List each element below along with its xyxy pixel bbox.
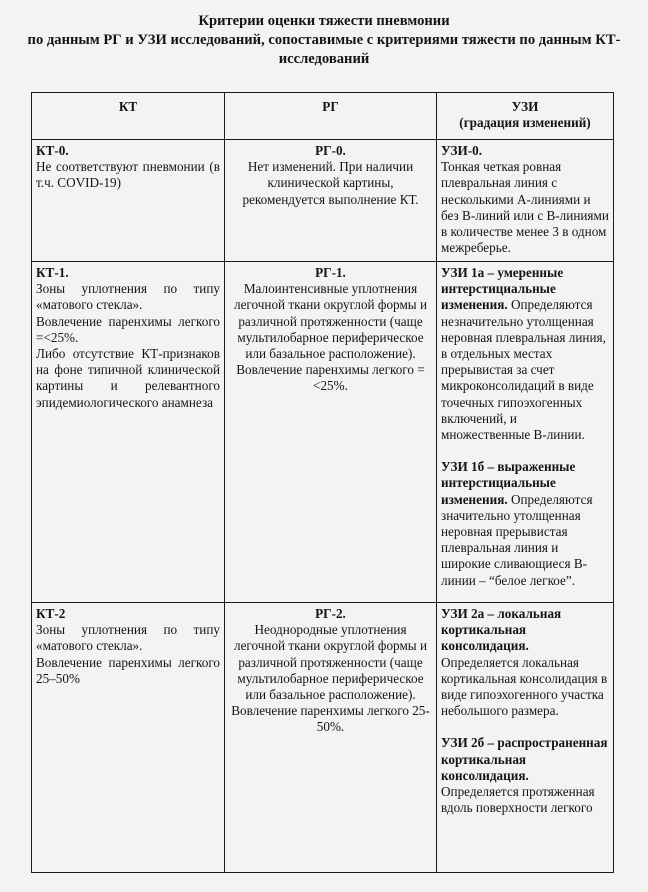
us-heading: УЗИ 1б – выраженные интерстициальные изменения. xyxy=(441,459,576,507)
title-line-1: Критерии оценки тяжести пневмонии xyxy=(198,13,450,29)
us-cell xyxy=(437,603,614,873)
spacer xyxy=(441,443,609,459)
us-text: Определяются значительно утолщенная неровная прерывистая плевральная линия и широкие сливающиеся В-линии – “белое легкое”. xyxy=(441,491,593,588)
rg-heading: РГ-0. xyxy=(315,143,346,158)
header-us-subtitle: (градация изменений) xyxy=(459,115,591,131)
rg-text: Вовлечение паренхимы легкого =<25%. xyxy=(236,362,425,394)
us-heading: УЗИ 2б – распространенная кортикальная консолидация. xyxy=(441,735,608,783)
rg-cell xyxy=(225,140,437,262)
us-heading: УЗИ 2а – локальная кортикальная консолидация. xyxy=(441,606,562,654)
rg-text: Вовлечение паренхимы легкого 25-50%. xyxy=(231,703,430,735)
header-us xyxy=(437,93,614,140)
rg-heading: РГ-1. xyxy=(315,265,346,280)
rg-text: Нет изменений. При наличии клинической картины, рекомендуется выполнение КТ. xyxy=(242,159,419,207)
criteria-table xyxy=(31,92,614,873)
ct-text: Зоны уплотнения по типу «матового стекла». xyxy=(36,622,220,654)
header-us-title: УЗИ xyxy=(511,99,539,114)
ct-text: Вовлечение паренхимы легкого =<25%. xyxy=(36,313,220,345)
us-text: Определяются незначительно утолщенная неровная плевральная линия, в отдельных местах прерывистая за счет микроконсолидаций в виде точечных гипоэхогенных включений, и множественные В-линии. xyxy=(441,297,606,443)
ct-text: Вовлечение паренхимы легкого 25–50% xyxy=(36,654,220,686)
rg-cell xyxy=(225,262,437,603)
ct-text: Зоны уплотнения по типу «матового стекла». xyxy=(36,281,220,313)
ct-text: Либо отсутствие КТ-признаков на фоне типичной клинической картины и релевантного эпидемиологического анамнеза xyxy=(36,346,220,410)
us-heading: УЗИ 1а – умеренные интерстициальные изменения. xyxy=(441,265,564,313)
rg-cell xyxy=(225,603,437,873)
rg-text: Малоинтенсивные уплотнения легочной ткани округлой формы и различной протяженности (чаще мультилобарное периферическое или базальное расположение). xyxy=(233,281,427,362)
header-rg: РГ xyxy=(225,93,437,140)
ct-cell xyxy=(32,140,225,262)
header-ct: КТ xyxy=(32,93,225,140)
rg-heading: РГ-2. xyxy=(315,606,346,621)
title-line-2: по данным РГ и УЗИ исследований, сопоставимые с критериями тяжести по данным КТ-исследований xyxy=(27,32,621,67)
us-cell xyxy=(437,140,614,262)
ct-cell xyxy=(32,603,225,873)
us-text: Определяется локальная кортикальная консолидация в виде гипоэхогенного участка небольшого размера. xyxy=(441,654,608,719)
spacer xyxy=(441,719,609,735)
table-row xyxy=(32,603,614,873)
us-text: Тонкая четкая ровная плевральная линия с несколькими А-линиями и без В-линий или с В-линиями в количестве менее 3 в одном межреберье. xyxy=(441,159,609,256)
ct-heading: КТ-2 xyxy=(36,606,66,621)
document-title xyxy=(14,12,634,69)
table-row xyxy=(32,140,614,262)
ct-heading: КТ-1. xyxy=(36,265,69,280)
ct-heading: КТ-0. xyxy=(36,143,69,158)
us-cell xyxy=(437,262,614,603)
us-text: Определяется протяженная вдоль поверхности легкого xyxy=(441,784,595,816)
ct-cell xyxy=(32,262,225,603)
header-row xyxy=(32,93,614,140)
rg-text: Неоднородные уплотнения легочной ткани округлой формы и различной протяженности (чаще мультилобарное периферическое или базальное расположение). xyxy=(233,622,427,703)
ct-text: Не соответствуют пневмонии (в т.ч. COVID-19) xyxy=(36,159,220,191)
us-heading: УЗИ-0. xyxy=(441,143,483,158)
table-row xyxy=(32,262,614,603)
